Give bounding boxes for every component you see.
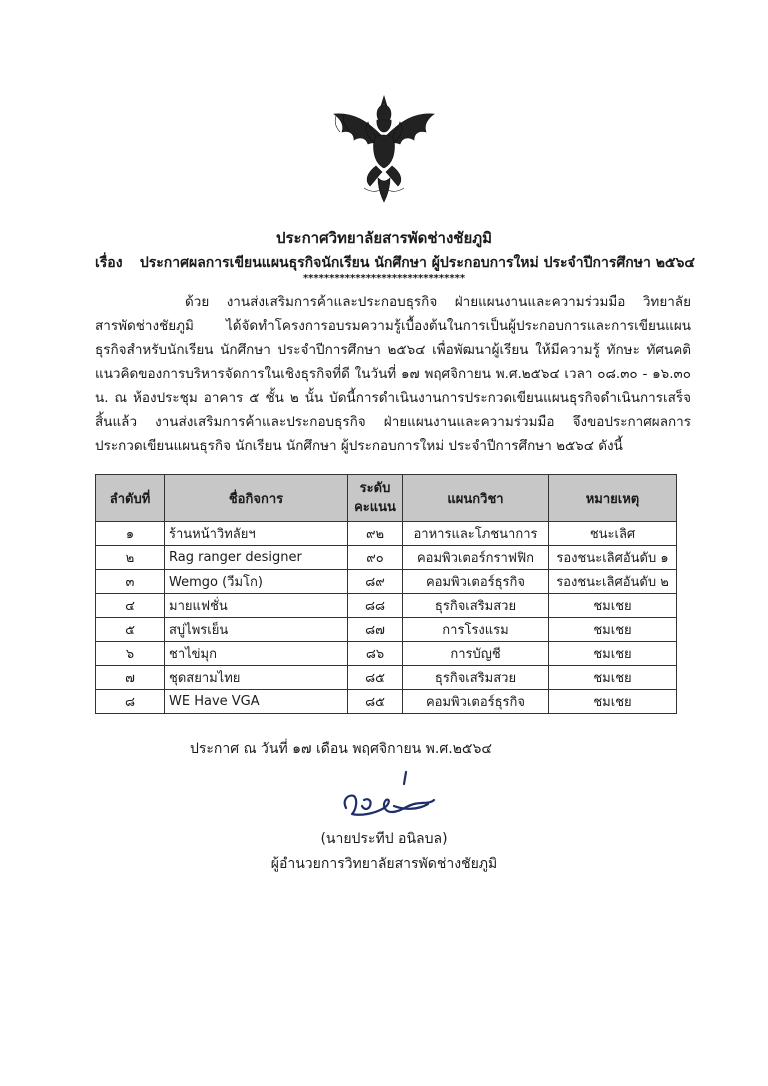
cell-business-name: ร้านหน้าวิทลัยฯ bbox=[165, 522, 348, 546]
cell-score: ๘๘ bbox=[348, 594, 403, 618]
table-row bbox=[96, 546, 677, 570]
handwritten-signature bbox=[334, 770, 444, 832]
table-row bbox=[96, 690, 677, 714]
cell-rank: ๔ bbox=[96, 594, 165, 618]
cell-department: การบัญชี bbox=[403, 642, 549, 666]
cell-remark: ชมเชย bbox=[549, 618, 677, 642]
cell-rank: ๒ bbox=[96, 546, 165, 570]
announcement-title: ประกาศวิทยาลัยสารพัดช่างชัยภูมิ bbox=[275, 229, 493, 247]
cell-business-name: ชุดสยามไทย bbox=[165, 666, 348, 690]
cell-department: คอมพิวเตอร์กราฟฟิก bbox=[403, 546, 549, 570]
cell-score: ๘๖ bbox=[348, 642, 403, 666]
cell-department: ธุรกิจเสริมสวย bbox=[403, 594, 549, 618]
cell-remark: ชนะเลิศ bbox=[549, 522, 677, 546]
garuda-emblem-icon bbox=[324, 92, 444, 204]
header-rank: ลำดับที่ bbox=[96, 475, 165, 522]
results-table bbox=[95, 474, 677, 714]
header-department: แผนกวิชา bbox=[403, 475, 549, 522]
cell-remark: ชมเชย bbox=[549, 594, 677, 618]
table-row bbox=[96, 666, 677, 690]
cell-rank: ๕ bbox=[96, 618, 165, 642]
table-row bbox=[96, 618, 677, 642]
cell-remark: ชมเชย bbox=[549, 642, 677, 666]
table-row bbox=[96, 642, 677, 666]
cell-remark: รองชนะเลิศอันดับ ๑ bbox=[549, 546, 677, 570]
header-score: ระดับคะแนน bbox=[348, 475, 403, 522]
cell-business-name: WE Have VGA bbox=[165, 690, 348, 714]
cell-score: ๘๗ bbox=[348, 618, 403, 642]
cell-rank: ๓ bbox=[96, 570, 165, 594]
table-row bbox=[96, 570, 677, 594]
cell-rank: ๖ bbox=[96, 642, 165, 666]
subject-label: เรื่อง bbox=[95, 255, 123, 271]
cell-remark: ชมเชย bbox=[549, 690, 677, 714]
cell-rank: ๑ bbox=[96, 522, 165, 546]
cell-business-name: Wemgo (วีมโก) bbox=[165, 570, 348, 594]
signer-name: (นายประทีป อนิลบล) bbox=[320, 831, 448, 847]
cell-business-name: มายแฟชั่น bbox=[165, 594, 348, 618]
cell-department: คอมพิวเตอร์ธุรกิจ bbox=[403, 570, 549, 594]
header-remark: หมายเหตุ bbox=[549, 475, 677, 522]
cell-business-name: สบู่ไพรเย็น bbox=[165, 618, 348, 642]
separator: ******************************* bbox=[302, 273, 466, 284]
cell-remark: รองชนะเลิศอันดับ ๒ bbox=[549, 570, 677, 594]
cell-business-name: ชาไข่มุก bbox=[165, 642, 348, 666]
cell-department: ธุรกิจเสริมสวย bbox=[403, 666, 549, 690]
cell-rank: ๘ bbox=[96, 690, 165, 714]
body-paragraph: ด้วย งานส่งเสริมการค้าและประกอบธุรกิจ ฝ่ายแผนงานและความร่วมมือ วิทยาลัยสารพัดช่างชัยภูมิ ได้จัดทำโครงการอบรมความรู้เบื้องต้นในการเป็นผู้ประกอบการและการเขียนแผนธุรกิจสำหรับนักเรียน นักศึกษา ประจำปีการศึกษา ๒๕๖๔ เพื่อพัฒนาผู้เรียน ให้มีความรู้ ทักษะ ทัศนคติ แนวคิดของการบริหารจัดการในเชิงธุรกิจที่ดี ในวันที่ ๑๗ พฤศจิกายน พ.ศ.๒๕๖๔ เวลา ๐๘.๓๐ - ๑๖.๓๐ น. ณ ห้องประชุม อาคาร ๕ ชั้น ๒ นั้น บัดนี้การดำเนินงานการประกวดเขียนแผนธุรกิจดำเนินการเสร็จสิ้นแล้ว งานส่งเสริมการค้าและประกอบธุรกิจ ฝ่ายแผนงานและความร่วมมือ จึงขอประกาศผลการประกวดเขียนแผนธุรกิจ นักเรียน นักศึกษา ผู้ประกอบการใหม่ ประจำปีการศึกษา ๒๕๖๔ ดังนี้ bbox=[95, 294, 691, 454]
cell-score: ๙๐ bbox=[348, 546, 403, 570]
cell-remark: ชมเชย bbox=[549, 666, 677, 690]
announcement-date: ประกาศ ณ วันที่ ๑๗ เดือน พฤศจิกายน พ.ศ.๒๕๖๔ bbox=[190, 741, 492, 757]
cell-score: ๘๕ bbox=[348, 666, 403, 690]
table-header-row bbox=[96, 475, 677, 522]
header-business-name: ชื่อกิจการ bbox=[165, 475, 348, 522]
subject-text: ประกาศผลการเขียนแผนธุรกิจนักเรียน นักศึกษา ผู้ประกอบการใหม่ ประจำปีการศึกษา ๒๕๖๔ bbox=[139, 255, 696, 271]
cell-department: การโรงแรม bbox=[403, 618, 549, 642]
cell-department: อาหารและโภชนาการ bbox=[403, 522, 549, 546]
cell-department: คอมพิวเตอร์ธุรกิจ bbox=[403, 690, 549, 714]
cell-business-name: Rag ranger designer bbox=[165, 546, 348, 570]
table-row bbox=[96, 594, 677, 618]
table-row bbox=[96, 522, 677, 546]
cell-rank: ๗ bbox=[96, 666, 165, 690]
cell-score: ๘๕ bbox=[348, 690, 403, 714]
subject-line bbox=[95, 252, 705, 274]
cell-score: ๘๙ bbox=[348, 570, 403, 594]
signer-position: ผู้อำนวยการวิทยาลัยสารพัดช่างชัยภูมิ bbox=[270, 856, 498, 872]
cell-score: ๙๒ bbox=[348, 522, 403, 546]
